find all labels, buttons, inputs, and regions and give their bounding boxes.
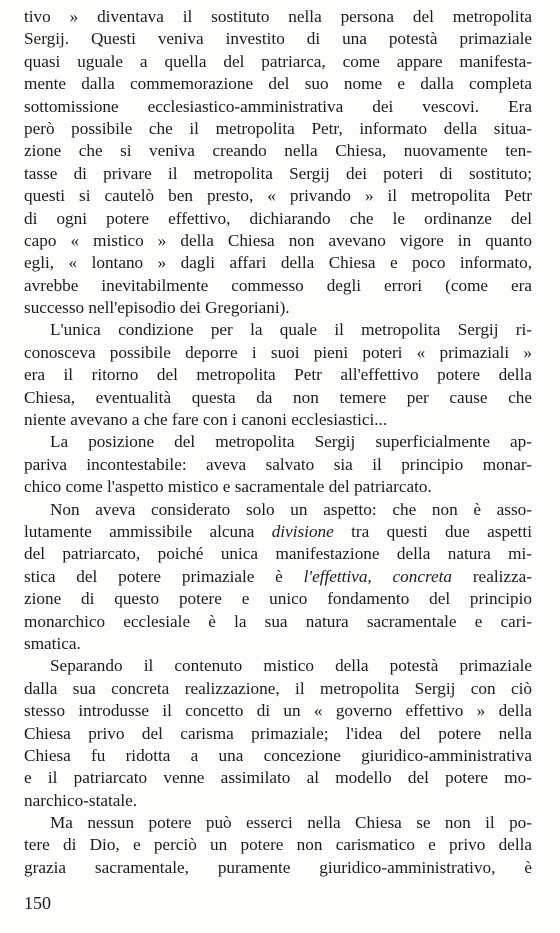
text-line: e il patriarcato venne assimilato al modello del potere mo- [24,768,532,788]
text-line: narchico-statale. [24,790,138,810]
text-line: Non aveva considerato solo un aspetto: che non è asso- [50,499,532,519]
text-line: tasse di privare il metropolita Sergij dei poteri di sostituto; [24,163,532,183]
text-line: avrebbe inevitabilmente commesso degli errori (come era [24,275,532,295]
paragraph [24,499,532,656]
text-line: niente avevano a che fare con i canoni ecclesiastici... [24,410,388,430]
text-line: stesso introdusse il concetto di un « governo effettivo » della [24,701,532,721]
text-line: sottomissione ecclesiastico-amministrativa dei vescovi. Era [24,96,532,116]
text-line: stica del potere primaziale è l'effettiva, concreta realizza- [24,566,532,586]
text-line: L'unica condizione per la quale il metropolita Sergij ri- [50,320,532,340]
text-line: capo « mistico » della Chiesa non avevano vigore in quanto [24,230,532,250]
text-line: però possibile che il metropolita Petr, informato della situa- [24,118,532,138]
text-line: quasi uguale a quella del patriarca, come appare manifesta- [24,51,532,71]
paragraph [24,812,532,879]
text-line: Chiesa fu ridotta a una concezione giuridico-amministrativa [24,745,532,765]
text-line: monarchico ecclesiale è la sua natura sacramentale e cari- [24,611,532,631]
text-line: grazia sacramentale, puramente giuridico-amministrativo, è [24,857,532,877]
body-text [24,6,532,879]
paragraph [24,431,532,498]
text-line: chico come l'aspetto mistico e sacramentale del patriarcato. [24,477,432,497]
text-line: era il ritorno del metropolita Petr all'effettivo potere della [24,365,532,385]
text-line: zione che si veniva creando nella Chiesa, nuovamente ten- [24,141,532,161]
text-line: Separando il contenuto mistico della potestà primaziale [50,656,532,676]
text-line: Sergij. Questi veniva investito di una potestà primaziale [24,29,532,49]
text-line: dalla sua concreta realizzazione, il metropolita Sergij con ciò [24,678,532,698]
text-line: successo nell'episodio dei Gregoriani). [24,298,290,318]
paragraph [24,655,532,812]
text-line: Chiesa privo del carisma primaziale; l'idea del potere nella [24,723,532,743]
text-line: tivo » diventava il sostituto nella persona del metropolita [24,7,532,26]
text-line: lutamente ammissibile alcuna divisione tra questi due aspetti [24,521,532,541]
text-line: di ogni potere effettivo, dichiarando che le ordinanze del [24,208,532,228]
text-line: egli, « lontano » dagli affari della Chiesa e poco informato, [24,253,532,273]
text-line: Ma nessun potere può esserci nella Chiesa se non il po- [50,813,532,833]
text-line: tere di Dio, e perciò un potere non carismatico e privo della [24,835,532,855]
text-line: smatica. [24,633,81,653]
text-line: del patriarcato, poiché unica manifestazione della natura mi- [24,544,532,564]
text-line: La posizione del metropolita Sergij superficialmente ap- [50,432,532,452]
text-line: pariva incontestabile: aveva salvato sia il principio monar- [24,454,532,474]
text-line: questi si cautelò ben presto, « privando » il metropolita Petr [24,186,532,206]
text-line: mente dalla commemorazione del suo nome e dalla completa [24,74,532,94]
paragraph [24,319,532,431]
text-line: zione di questo potere e unico fondamento del principio [24,589,532,609]
page-number: 150 [24,893,51,913]
text-line: conosceva possibile deporre i suoi pieni poteri « primaziali » [24,342,532,362]
text-line: Chiesa, eventualità questa da non temere per cause che [24,387,532,407]
paragraph [24,6,532,319]
